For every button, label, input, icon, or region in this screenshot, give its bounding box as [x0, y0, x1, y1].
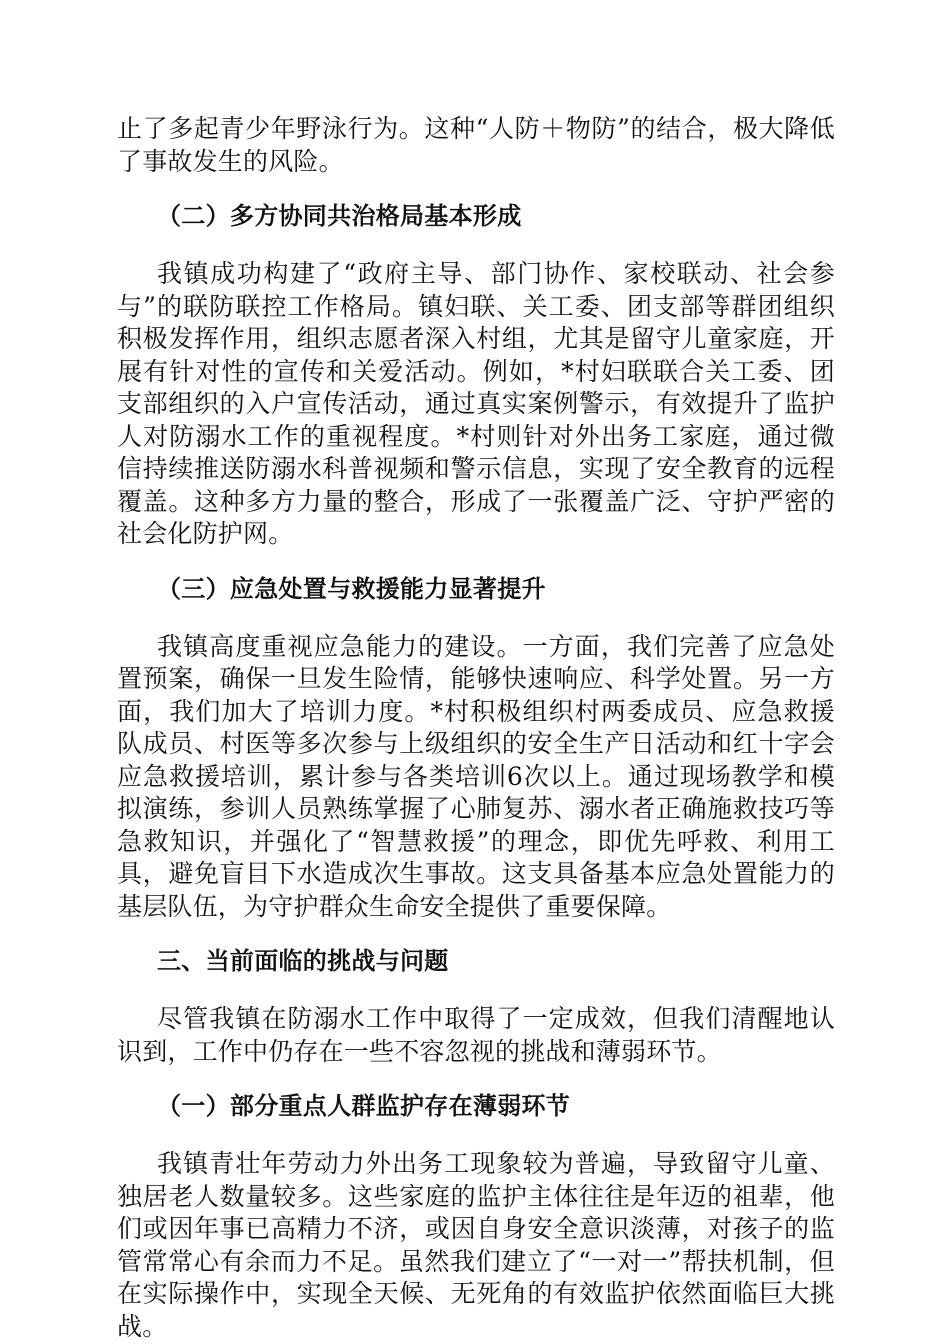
- document-body: [117, 113, 835, 1343]
- body-paragraph: 止了多起青少年野泳行为。这种“人防＋物防”的结合，极大降低了事故发生的风险。: [117, 114, 835, 176]
- body-paragraph: 尽管我镇在防溺水工作中取得了一定成效，但我们清醒地认识到，工作中仍存在一些不容忽视的挑战和薄弱环节。: [117, 1004, 835, 1066]
- body-paragraph: 我镇成功构建了“政府主导、部门协作、家校联动、社会参与”的联防联控工作格局。镇妇联、关工委、团支部等群团组织积极发挥作用，组织志愿者深入村组，尤其是留守儿童家庭，开展有针对性的宣传和关爱活动。例如，*村妇联联合关工委、团支部组织的入户宣传活动，通过真实案例警示，有效提升了监护人对防溺水工作的重视程度。*村则针对外出务工家庭，通过微信持续推送防溺水科普视频和警示信息，实现了安全教育的远程覆盖。这种多方力量的整合，形成了一张覆盖广泛、守护严密的社会化防护网。: [117, 259, 835, 548]
- section-heading: （三）应急处置与救援能力显著提升: [157, 574, 546, 603]
- section-heading: （二）多方协同共治格局基本形成: [157, 202, 522, 230]
- chapter-heading: 三、当前面临的挑战与问题: [157, 947, 449, 975]
- section-heading: （一）部分重点人群监护存在薄弱环节: [157, 1092, 571, 1120]
- body-paragraph: 我镇高度重视应急能力的建设。一方面，我们完善了应急处置预案，确保一旦发生险情，能够快速响应、科学处置。另一方面，我们加大了培训力度。*村积极组织村两委成员、应急救援队成员、村医等多次参与上级组织的安全生产日活动和红十字会应急救援培训，累计参与各类培训6次以上。通过现场教学和模拟演练，参训人员熟练掌握了心肺复苏、溺水者正确施救技巧等急救知识，并强化了“智慧救援”的理念，即优先呼救、利用工具，避免盲目下水造成次生事故。这支具备基本应急处置能力的基层队伍，为守护群众生命安全提供了重要保障。: [117, 631, 835, 921]
- body-paragraph: 我镇青壮年劳动力外出务工现象较为普遍，导致留守儿童、独居老人数量较多。这些家庭的监护主体往往是年迈的祖辈，他们或因年事已高精力不济，或因自身安全意识淡薄，对孩子的监管常常心有余而力不足。虽然我们建立了“一对一”帮扶机制，但在实际操作中，实现全天候、无死角的有效监护依然面临巨大挑战。: [117, 1149, 835, 1341]
